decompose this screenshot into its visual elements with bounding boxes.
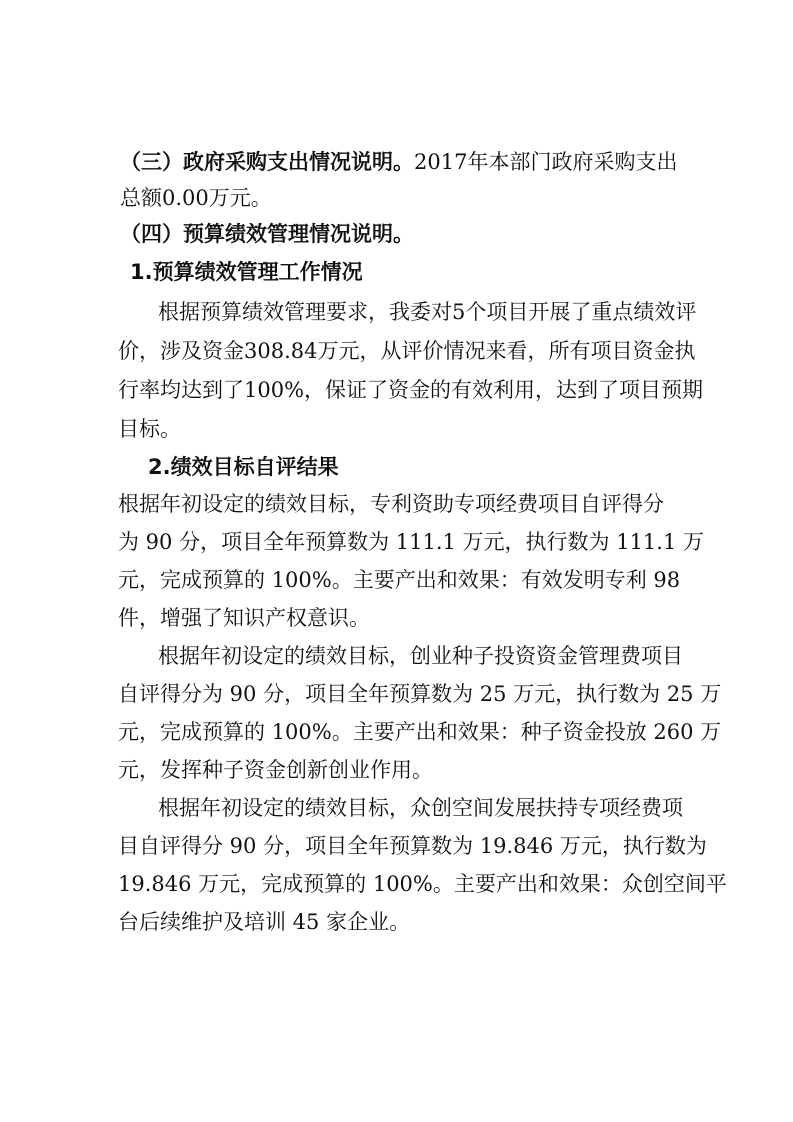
sub2-heading: 2.绩效目标自评结果 xyxy=(148,455,339,479)
sub2-para2-line: 自评得分为 90 分，项目全年预算数为 25 万元，执行数为 25 万 xyxy=(118,682,722,706)
sub2-para3-line: 19.846 万元，完成预算的 100%。主要产出和效果：众创空间平 xyxy=(118,872,727,896)
sub1-line: 行率均达到了100%，保证了资金的有效利用，达到了项目预期 xyxy=(118,378,704,402)
sub2-para1-line: 为 90 分，项目全年预算数为 111.1 万元，执行数为 111.1 万 xyxy=(118,530,705,554)
sub2-para1-line: 件，增强了知识产权意识。 xyxy=(118,606,370,630)
sub1-line: 价，涉及资金308.84万元，从评价情况来看，所有项目资金执 xyxy=(118,339,696,363)
sub1-line: 目标。 xyxy=(118,417,181,441)
sub2-para3-line: 台后续维护及培训 45 家企业。 xyxy=(118,910,411,934)
section3-text: 2017年本部门政府采购支出 xyxy=(414,150,678,174)
sub2-para2-line: 元，发挥种子资金创新创业作用。 xyxy=(118,758,433,782)
sub2-para3-line: 根据年初设定的绩效目标，众创空间发展扶持专项经费项 xyxy=(158,796,683,820)
sub2-para3-line: 目自评得分 90 分，项目全年预算数为 19.846 万元，执行数为 xyxy=(118,834,707,858)
sub2-para2-line: 根据年初设定的绩效目标，创业种子投资资金管理费项目 xyxy=(158,644,683,668)
section4-heading: （四）预算绩效管理情况说明。 xyxy=(120,222,414,246)
section3-line2: 总额0.00万元。 xyxy=(120,186,272,210)
section3-heading: （三）政府采购支出情况说明。 xyxy=(120,150,414,174)
sub2-para1-line: 根据年初设定的绩效目标，专利资助专项经费项目自评得分 xyxy=(118,492,664,516)
sub2-para1-line: 元，完成预算的 100%。主要产出和效果：有效发明专利 98 xyxy=(118,568,681,592)
sub1-heading: 1.预算绩效管理工作情况 xyxy=(130,260,363,284)
sub2-para2-line: 元，完成预算的 100%。主要产出和效果：种子资金投放 260 万 xyxy=(118,720,722,744)
sub1-line: 根据预算绩效管理要求，我委对5个项目开展了重点绩效评 xyxy=(158,300,697,324)
section3-line1 xyxy=(120,148,677,176)
